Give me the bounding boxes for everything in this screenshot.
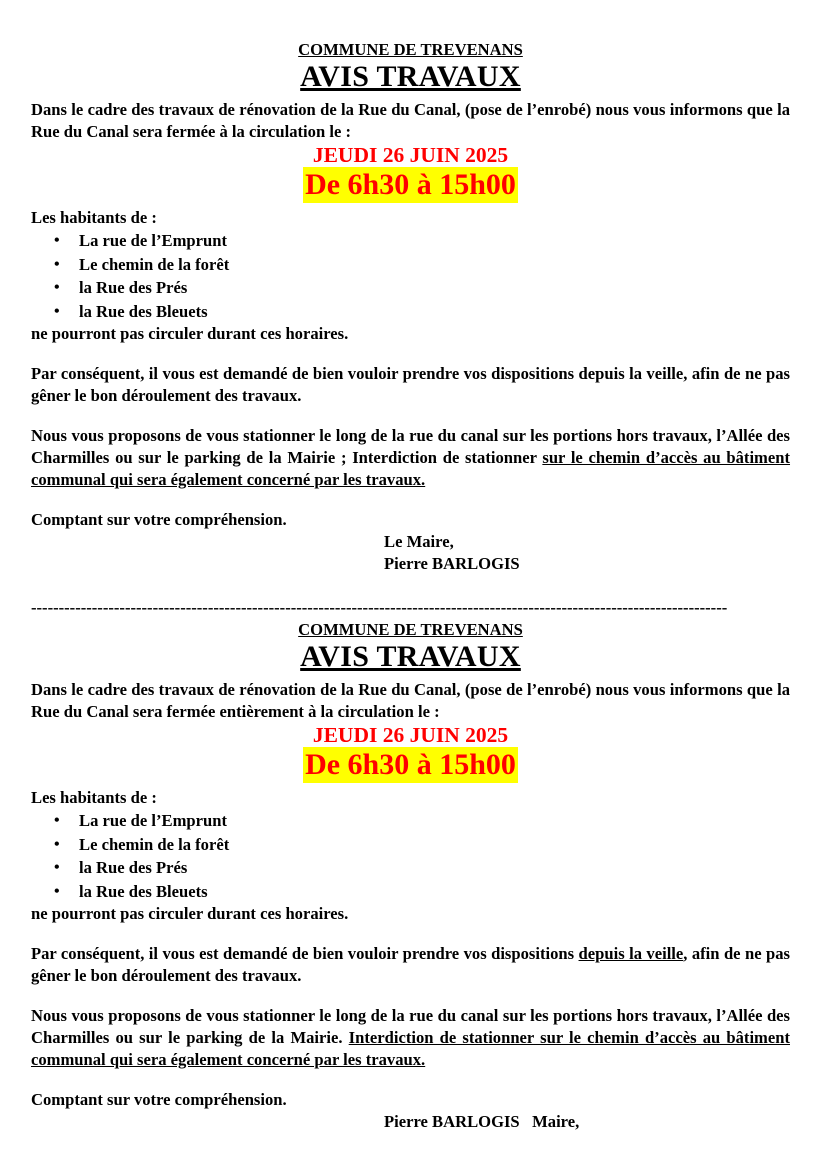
list-item: • la Rue des Bleuets	[31, 300, 790, 324]
street-list	[31, 229, 790, 323]
intro-paragraph: Dans le cadre des travaux de rénovation de la Rue du Canal, (pose de l’enrobé) nous vous informons que la Rue du Canal sera fermée entièrement à la circulation le :	[31, 680, 790, 721]
dispositions-paragraph	[31, 943, 790, 987]
list-item: • la Rue des Prés	[31, 276, 790, 300]
parking-text: Nous vous proposons de vous stationner le long de la rue du canal sur les portions hors travaux, l’Allée des Charmilles ou sur le parking de la Mairie ; Interdiction de stationner	[31, 426, 790, 467]
parking-text: Nous vous proposons de vous stationner le long de la rue du canal sur les portions hors travaux, l’Allée des Charmilles ou sur le parking de la Mairie.	[31, 1006, 790, 1047]
no-circulation-text: ne pourront pas circuler durant ces horaires.	[31, 904, 349, 923]
parking-paragraph	[31, 1005, 790, 1071]
dispositions-paragraph: Par conséquent, il vous est demandé de bien vouloir prendre vos dispositions depuis la veille, afin de ne pas gêner le bon déroulement des travaux.	[31, 364, 790, 405]
closing-text: Comptant sur votre compréhension.	[31, 510, 287, 529]
parking-restriction-underlined: sur le chemin d’accès au bâtiment communal qui sera également concerné par les travaux.	[31, 448, 791, 489]
list-item: • La rue de l’Emprunt	[31, 809, 790, 833]
list-item: • la Rue des Bleuets	[31, 880, 790, 904]
closure-date: JEUDI 26 JUIN 2025	[312, 723, 509, 747]
intro-paragraph: Dans le cadre des travaux de rénovation de la Rue du Canal, (pose de l’enrobé) nous vous informons que la Rue du Canal sera fermée à la circulation le :	[31, 100, 790, 141]
list-item: • La rue de l’Emprunt	[31, 229, 790, 253]
signature: Pierre BARLOGIS Maire,	[384, 1112, 580, 1131]
notice-title: AVIS TRAVAUX	[300, 60, 521, 93]
closure-hours-row	[31, 167, 790, 205]
notice-title: AVIS TRAVAUX	[300, 640, 521, 673]
parking-restriction-underlined: Interdiction de stationner sur le chemin d’accès au bâtiment communal qui sera également concerné par les travaux.	[31, 1028, 790, 1069]
dispositions-text-end: , afin de ne pas gêner le bon déroulement des travaux.	[31, 944, 790, 985]
commune-heading: COMMUNE DE TREVENANS	[298, 620, 523, 639]
notice-bottom	[31, 620, 790, 1133]
dispositions-underlined: depuis la veille	[578, 944, 684, 963]
closure-date: JEUDI 26 JUIN 2025	[312, 143, 509, 167]
signature-title: Le Maire,	[384, 532, 454, 551]
closure-hours: De 6h30 à 15h00	[305, 748, 516, 781]
closing-text: Comptant sur votre compréhension.	[31, 1090, 287, 1109]
parking-paragraph	[31, 425, 790, 491]
signature-name: Pierre BARLOGIS	[384, 554, 520, 573]
commune-heading: COMMUNE DE TREVENANS	[298, 40, 523, 59]
closure-hours: De 6h30 à 15h00	[305, 168, 516, 201]
street-list	[31, 809, 790, 903]
dispositions-text: Par conséquent, il vous est demandé de bien vouloir prendre vos dispositions	[31, 944, 579, 963]
list-item: • Le chemin de la forêt	[31, 253, 790, 277]
residents-label: Les habitants de :	[31, 208, 157, 227]
cut-line-separator: ------------------------------------------------------------------------------------------------------------------------------	[31, 598, 728, 617]
list-item: • Le chemin de la forêt	[31, 833, 790, 857]
closure-hours-row	[31, 747, 790, 785]
residents-label: Les habitants de :	[31, 788, 157, 807]
notice-top	[31, 40, 790, 575]
no-circulation-text: ne pourront pas circuler durant ces horaires.	[31, 324, 349, 343]
list-item: • la Rue des Prés	[31, 856, 790, 880]
